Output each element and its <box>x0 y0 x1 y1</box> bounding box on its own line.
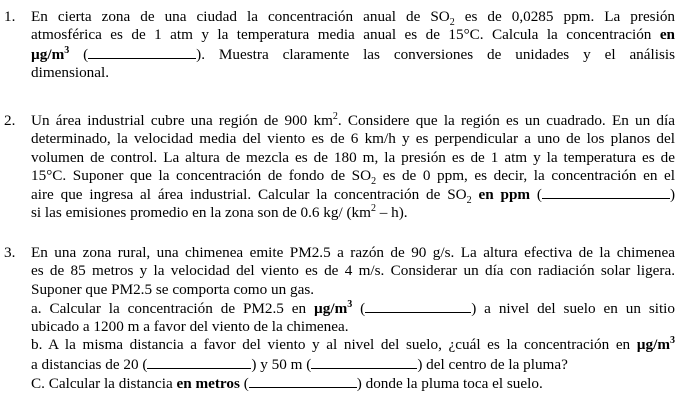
answer-blank[interactable] <box>88 45 196 59</box>
problem-2-line-4: 15°C. Suponer que la concentración de fondo de $SO_2$ es de 0 ppm, es decir, la concentración en el <box>31 166 675 187</box>
problem-number: 2. <box>4 112 16 129</box>
problem-2-line-2: determinado, la velocidad media del viento es de 6 km/h y es perpendicular a uno de los planos del <box>31 130 675 148</box>
problem-3-text <box>31 244 675 393</box>
problem-3-line-6: b. A la misma distancia a favor del viento y al nivel del suelo, ¿cuál es la concentración en $\mu g/m^3$ <box>31 335 675 354</box>
problem-2-line-6: si las emisiones promedio en la zona son de 0.6 kg/ $(km^2 - h)$. <box>31 203 408 222</box>
problem-3-line-5: ubicado a 1200 m a favor del viento de la chimenea. <box>31 318 349 336</box>
answer-blank[interactable] <box>249 374 357 388</box>
problem-3-line-1: En una zona rural, una chimenea emite PM2.5 a razón de 90 g/s. La altura efectiva de la chimenea <box>31 244 675 261</box>
answer-blank[interactable] <box>147 355 251 369</box>
problem-3-line-3: Suponer que PM2.5 se comporta como un gas. <box>31 280 315 298</box>
problem-3-line-7: a distancias de 20 ( ) y 50 m ( ) del centro de la pluma? <box>31 355 568 373</box>
problem-1-line-2: atmosférica es de 1 atm y la temperatura media anual es de 15°C. Calcula la concentración en <box>31 26 676 44</box>
problem-number: 1. <box>4 8 16 25</box>
answer-blank[interactable] <box>365 299 471 313</box>
answer-blank[interactable] <box>542 185 670 199</box>
problem-number: 3. <box>4 244 16 261</box>
problem-1-line-3: $\mu g/m^3$ ( ). Muestra claramente las conversiones de unidades y el análisis <box>31 44 675 63</box>
answer-blank[interactable] <box>311 355 417 369</box>
problem-2-line-1: Un área industrial cubre una región de 900 $km^2$. Considere que la región es un cuadrado. En un día <box>31 110 675 129</box>
problem-1-line-1: En cierta zona de una ciudad la concentración anual de $SO_2$ es de 0,0285 ppm. La presión <box>31 8 676 29</box>
problem-3-line-4: a. Calcular la concentración de PM2.5 en $\mu g/m^3$ ( ) a nivel del suelo en un sitio <box>31 298 675 317</box>
problem-2-line-5: aire que ingresa al área industrial. Calcular la concentración de $SO_2$ en ppm ( ) <box>31 186 676 207</box>
problem-1-line-4: dimensional. <box>31 63 110 81</box>
problem-3-line-8: C. Calcular la distancia en metros ( ) donde la pluma toca el suelo. <box>31 375 543 393</box>
problem-1-text <box>31 8 675 82</box>
problem-2-line-3: volumen de control. La altura de mezcla es de 180 m, la presión es de 1 atm y la temperatura es de <box>31 148 675 166</box>
problem-2-text <box>31 112 675 223</box>
problem-3-line-2: es de 85 metros y la velocidad del viento es de 4 m/s. Considerar un día con radiación solar ligera. <box>31 262 675 280</box>
